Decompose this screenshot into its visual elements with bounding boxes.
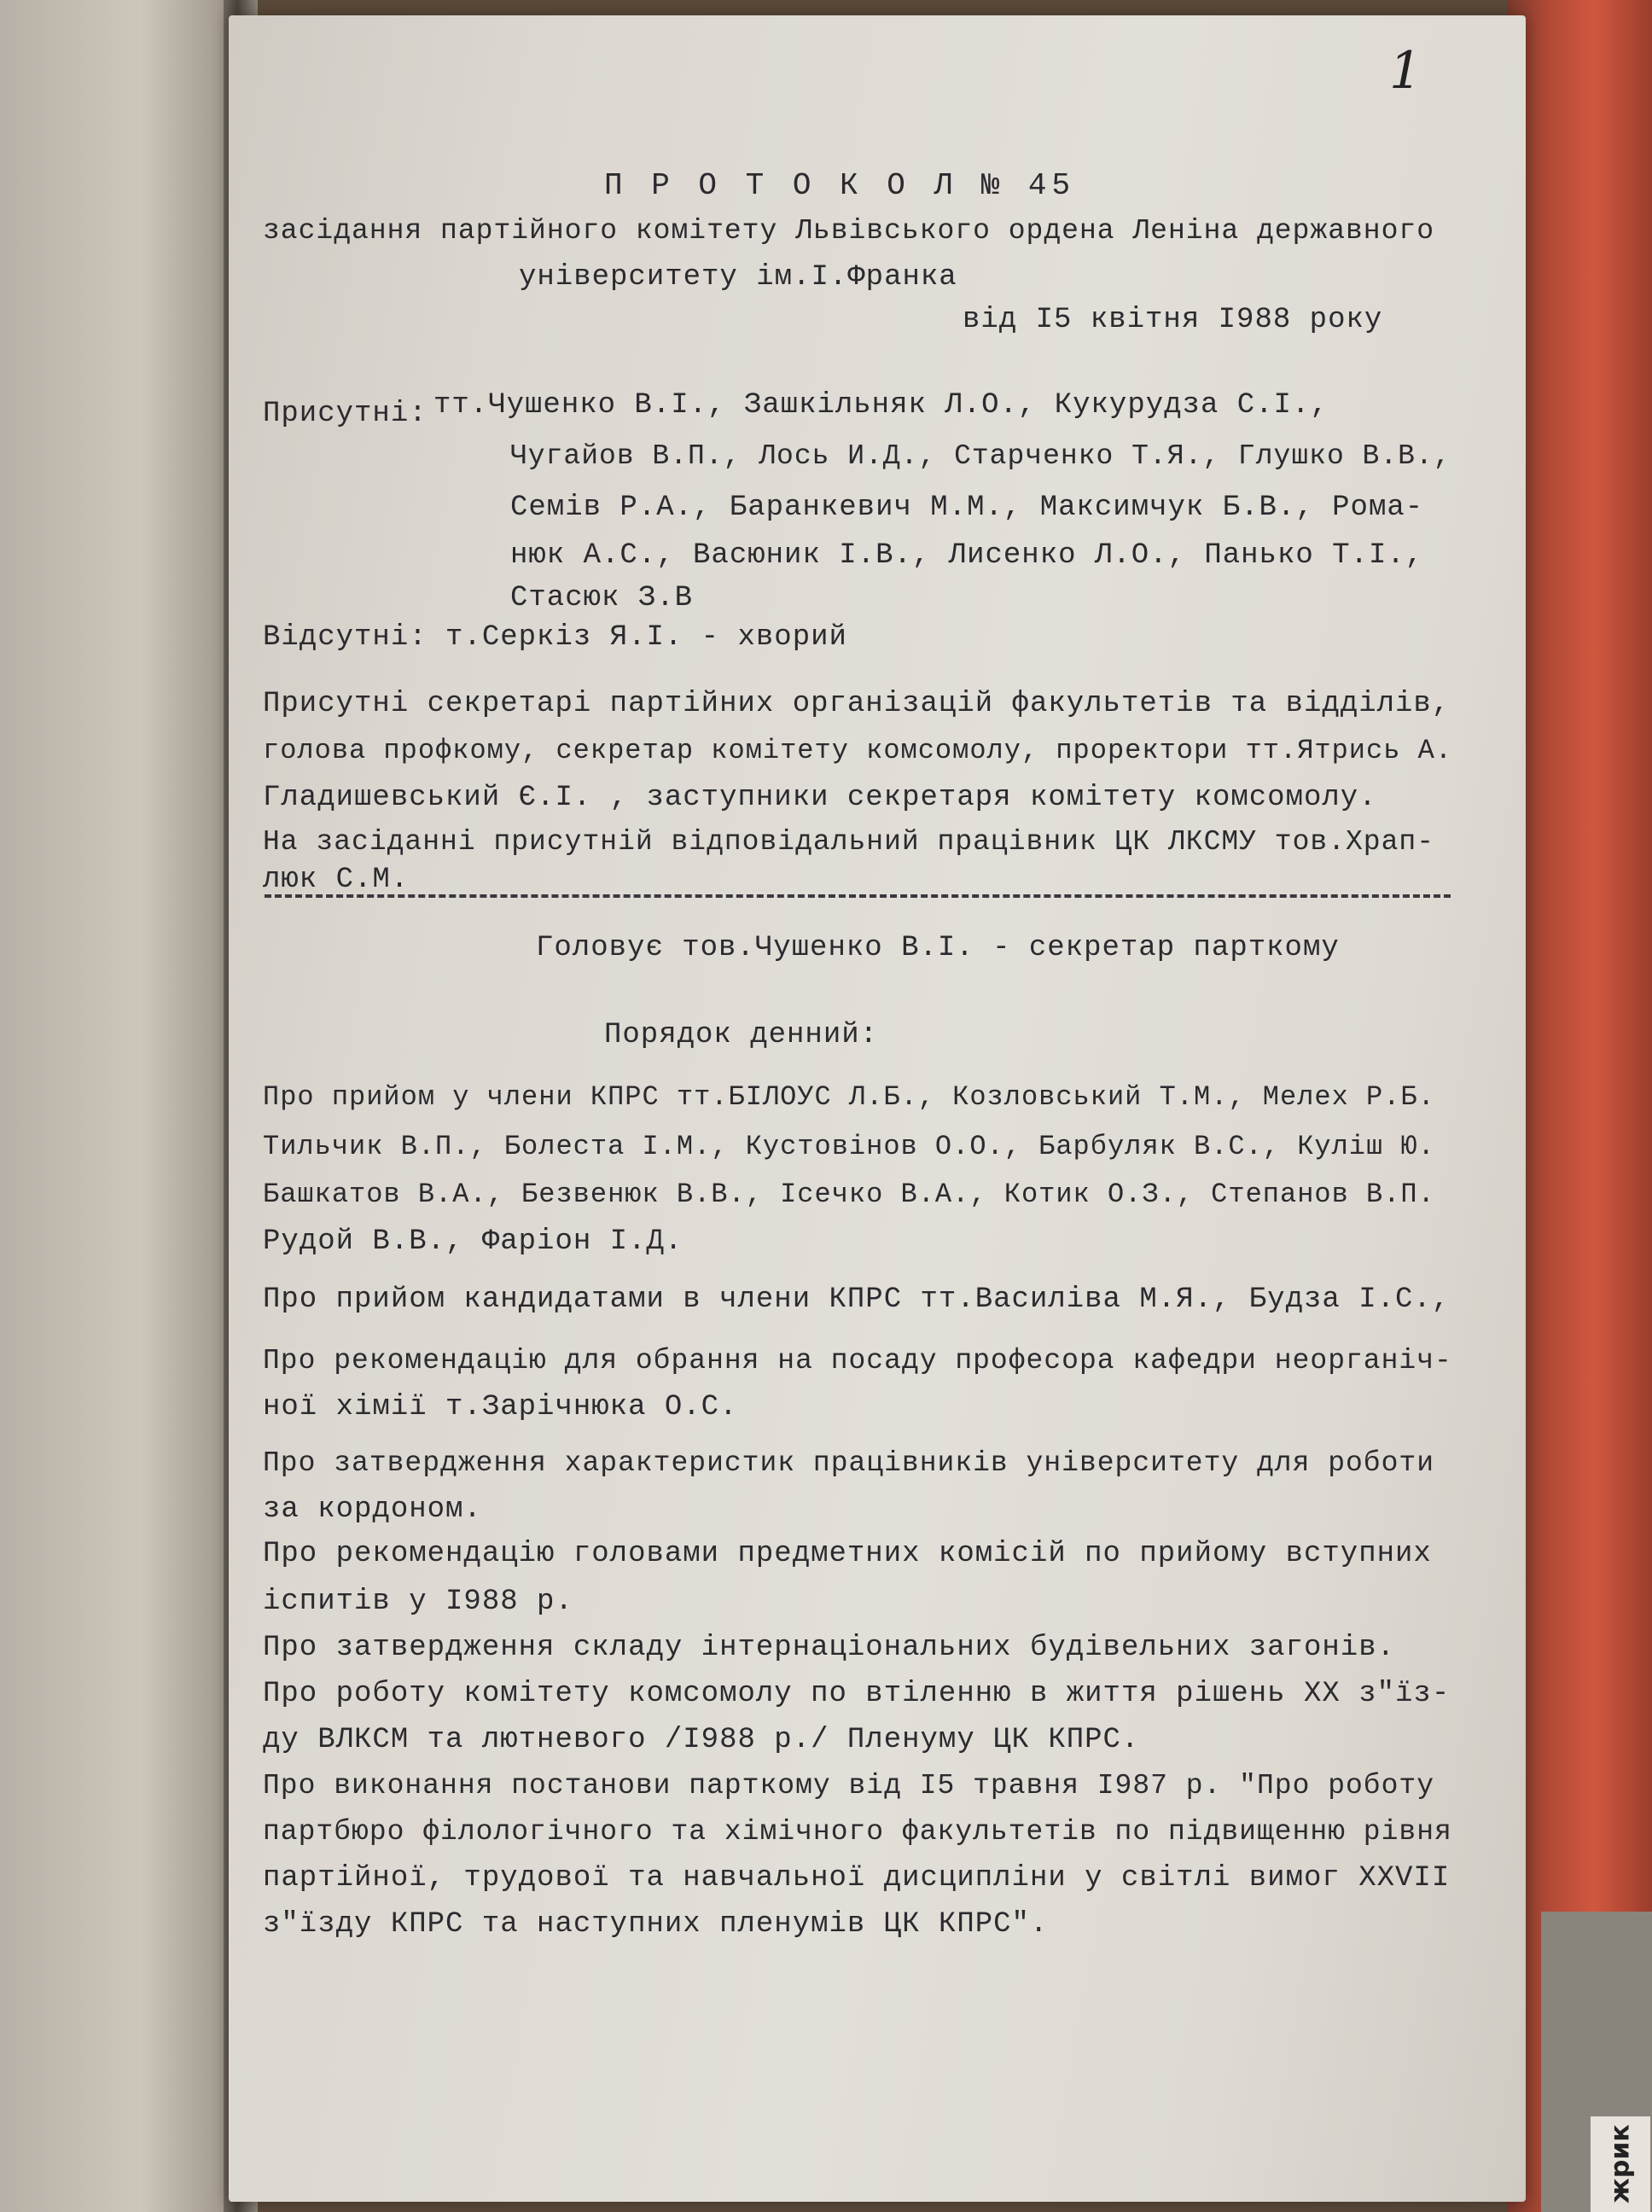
agenda-line: партійної, трудової та навчальної дисципліни у світлі вимог XXVII [263, 1862, 1451, 1895]
absent-line: Відсутні: т.Серкіз Я.І. - хворий [263, 621, 847, 654]
subtitle-line-1: засідання партійного комітету Львівського ордена Леніна державного [263, 215, 1435, 247]
folio-number: 1 [1389, 41, 1422, 101]
agenda-line: Про прийом у члени КПРС тт.БІЛОУС Л.Б., Козловський Т.М., Мелех Р.Б. [263, 1081, 1435, 1113]
document-title: П Р О Т О К О Л № 45 [604, 168, 1076, 203]
agenda-line: Про прийом кандидатами в члени КПРС тт.Василіва М.Я., Будза І.С., [263, 1284, 1451, 1316]
agenda-line: Про виконання постанови парткому від I5 травня I987 р. "Про роботу [263, 1770, 1435, 1802]
folder-cover [1507, 0, 1652, 2212]
agenda-line: з"їзду КПРС та наступних пленумів ЦК КПРС". [263, 1908, 1049, 1941]
agenda-line: Про рекомендацію головами предметних комісій по прийому вступних [263, 1538, 1432, 1570]
attendees-line: На засіданні присутній відповідальний працівник ЦК ЛКСМУ тов.Храп- [263, 826, 1435, 858]
agenda-line: ної хімії т.Зарічнюка О.С. [263, 1391, 738, 1423]
present-label: Присутні: [263, 398, 428, 430]
agenda-line: Тильчик В.П., Болеста І.М., Кустовінов О.О., Барбуляк В.С., Куліш Ю. [263, 1131, 1435, 1162]
agenda-line: Про затвердження складу інтернаціональних будівельних загонів. [263, 1632, 1396, 1664]
agenda-line: партбюро філологічного та хімічного факультетів по підвищенню рівня [263, 1816, 1452, 1848]
present-line: нюк А.С., Васюник І.В., Лисенко Л.О., Панько Т.І., [510, 539, 1424, 572]
attendees-line: Гладишевський Є.І. , заступники секретаря комітету комсомолу. [263, 782, 1377, 814]
agenda-line: Про рекомендацію для обрання на посаду професора кафедри неорганіч- [263, 1345, 1452, 1377]
attendees-line: люк С.М. [263, 864, 410, 896]
present-line: Чугайов В.П., Лось И.Д., Старченко Т.Я., Глушко В.В., [510, 440, 1451, 472]
chair-line: Головує тов.Чушенко В.І. - секретар парткому [536, 932, 1340, 964]
present-line: Семів Р.А., Баранкевич М.М., Максимчук Б.В., Рома- [510, 492, 1424, 524]
attendees-line: Присутні секретарі партійних організацій факультетів та відділів, [263, 688, 1451, 720]
agenda-line: іспитів у I988 р. [263, 1586, 573, 1618]
agenda-line: ду ВЛКСМ та лютневого /I988 р./ Пленуму ЦК КПРС. [263, 1724, 1140, 1756]
agenda-line: Про затвердження характеристик працівників університету для роботи [263, 1447, 1435, 1479]
book-spine-label: жрик [1591, 2116, 1650, 2212]
agenda-line: Башкатов В.А., Безвенюк В.В., Ісечко В.А., Котик О.З., Степанов В.П. [263, 1179, 1435, 1210]
previous-page [0, 0, 256, 2212]
agenda-title: Порядок денний: [604, 1019, 879, 1051]
agenda-line: за кордоном. [263, 1493, 482, 1526]
present-line: тт.Чушенко В.І., Зашкільняк Л.О., Кукурудза С.І., [433, 389, 1329, 422]
present-line: Стасюк З.В [510, 582, 694, 614]
subtitle-line-2: університету ім.І.Франка [519, 261, 957, 294]
agenda-line: Про роботу комітету комсомолу по втіленню в життя рішень XX з"їз- [263, 1678, 1451, 1710]
protocol-page-lower [229, 15, 1526, 2202]
meeting-date: від I5 квітня I988 року [963, 304, 1383, 336]
attendees-line: голова профкому, секретар комітету комсомолу, проректори тт.Ятрись А. [263, 735, 1453, 766]
agenda-line: Рудой В.В., Фаріон І.Д. [263, 1225, 683, 1258]
